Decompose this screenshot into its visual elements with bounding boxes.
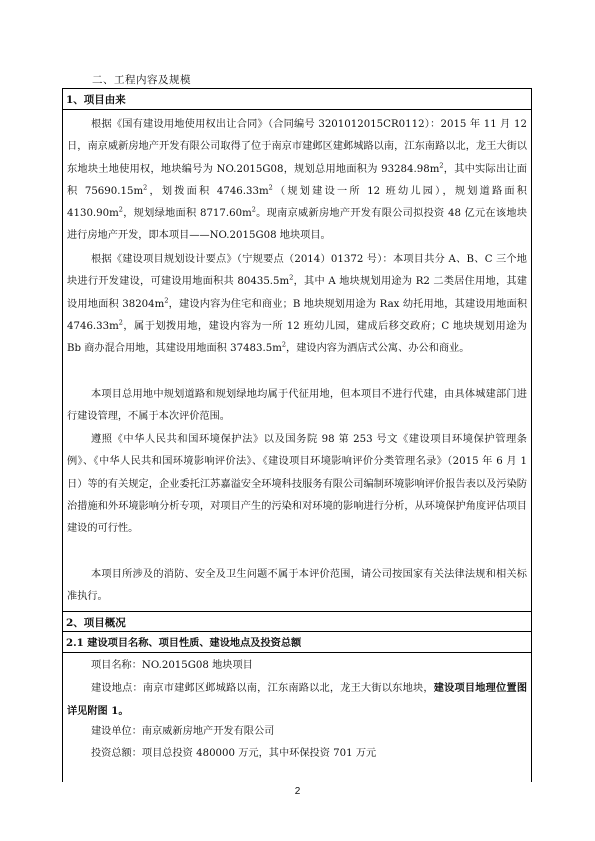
heading-project-basics: 2.1 建设项目名称、项目性质、建设地点及投资总额: [63, 632, 531, 653]
project-location-line: 建设地点：南京市建邺区邺城路以南，江东南路以北，龙王大街以东地块，建设项目地理位置图详见附图 1。: [67, 682, 528, 718]
construction-unit-line: 建设单位：南京威新房地产开发有限公司: [91, 726, 275, 737]
heading-project-origin: 1、项目由来: [63, 89, 531, 110]
section-title: 二、工程内容及规模: [92, 74, 191, 86]
content-frame: [62, 88, 532, 782]
heading-project-overview: 2、项目概况: [63, 611, 531, 632]
paragraph-contract: 根据《国有建设用地使用权出让合同》（合同编号 3201012015CR0112）：2015 年 11 月 12 日，南京威新房地产开发有限公司取得了位于南京市建邺区建邺城路以南，江东南路以北，龙王大街以东地块土地使用权，地块编号为 NO.2015G08，规划总用地面积为 $93284.98m^2$，其中实际出让面积 $75690.15m^2$，划拨面积 $4746.33m^2$（规划建设一所 12 班幼儿园），规划道路面积 $4130.90m^2$，规划绿地面积 $8717.60m^2$。现南京威新房地产开发有限公司拟投资 48 亿元在该地块进行房地产开发，即本项目——NO.2015G08 地块项目。: [67, 119, 528, 242]
investment-line: 投资总额：项目总投资 480000 万元，其中环保投资 701 万元: [91, 748, 377, 759]
paragraph-exclusions: 本项目所涉及的消防、安全及卫生问题不属于本评价范围，请公司按国家有关法律法规和相关标准执行。: [67, 569, 527, 603]
paragraph-scope: 本项目总用地中规划道路和规划绿地均属于代征用地，但本项目不进行代建，由具体城建部门进行建设管理，不属于本次评价范围。: [67, 389, 527, 423]
paragraph-planning: 根据《建设项目规划设计要点》（宁规要点（2014）01372 号）：本项目共分 A、B、C 三个地块进行开发建设，可建设用地面积共 $80435.5m^2$，其中 A 地块规划用途为 R2 二类居住用地，其建设用地面积 $38204m^2$，建设内容为住宅和商业；B 地块规划用途为 Rax 幼托用地，其建设用地面积 $4746.33m^2$，属于划拨用地，建设内容为一所 12 班幼儿园，建成后移交政府；C 地块规划用途为 Bb 商办混合用地，其建设用地面积 $37483.5m^2$，建设内容为酒店式公寓、办公和商业。: [67, 254, 528, 355]
paragraph-regulations: 遵照《中华人民共和国环境保护法》以及国务院 98 第 253 号文《建设项目环境保护管理条例》、《中华人民共和国环境影响评价法》、《建设项目环境影响评价分类管理名录》（2015 年 6 月 1 日）等的有关规定，企业委托江苏嘉溢安全环境科技服务有限公司编制环境影响评价报告表以及污染防治措施和外环境影响分析专项，对项目产生的污染和对环境的影响进行分析，从环境保护角度评估项目建设的可行性。: [67, 434, 527, 535]
project-name-line: 项目名称：NO.2015G08 地块项目: [91, 660, 253, 671]
page-number: 2: [294, 786, 301, 797]
